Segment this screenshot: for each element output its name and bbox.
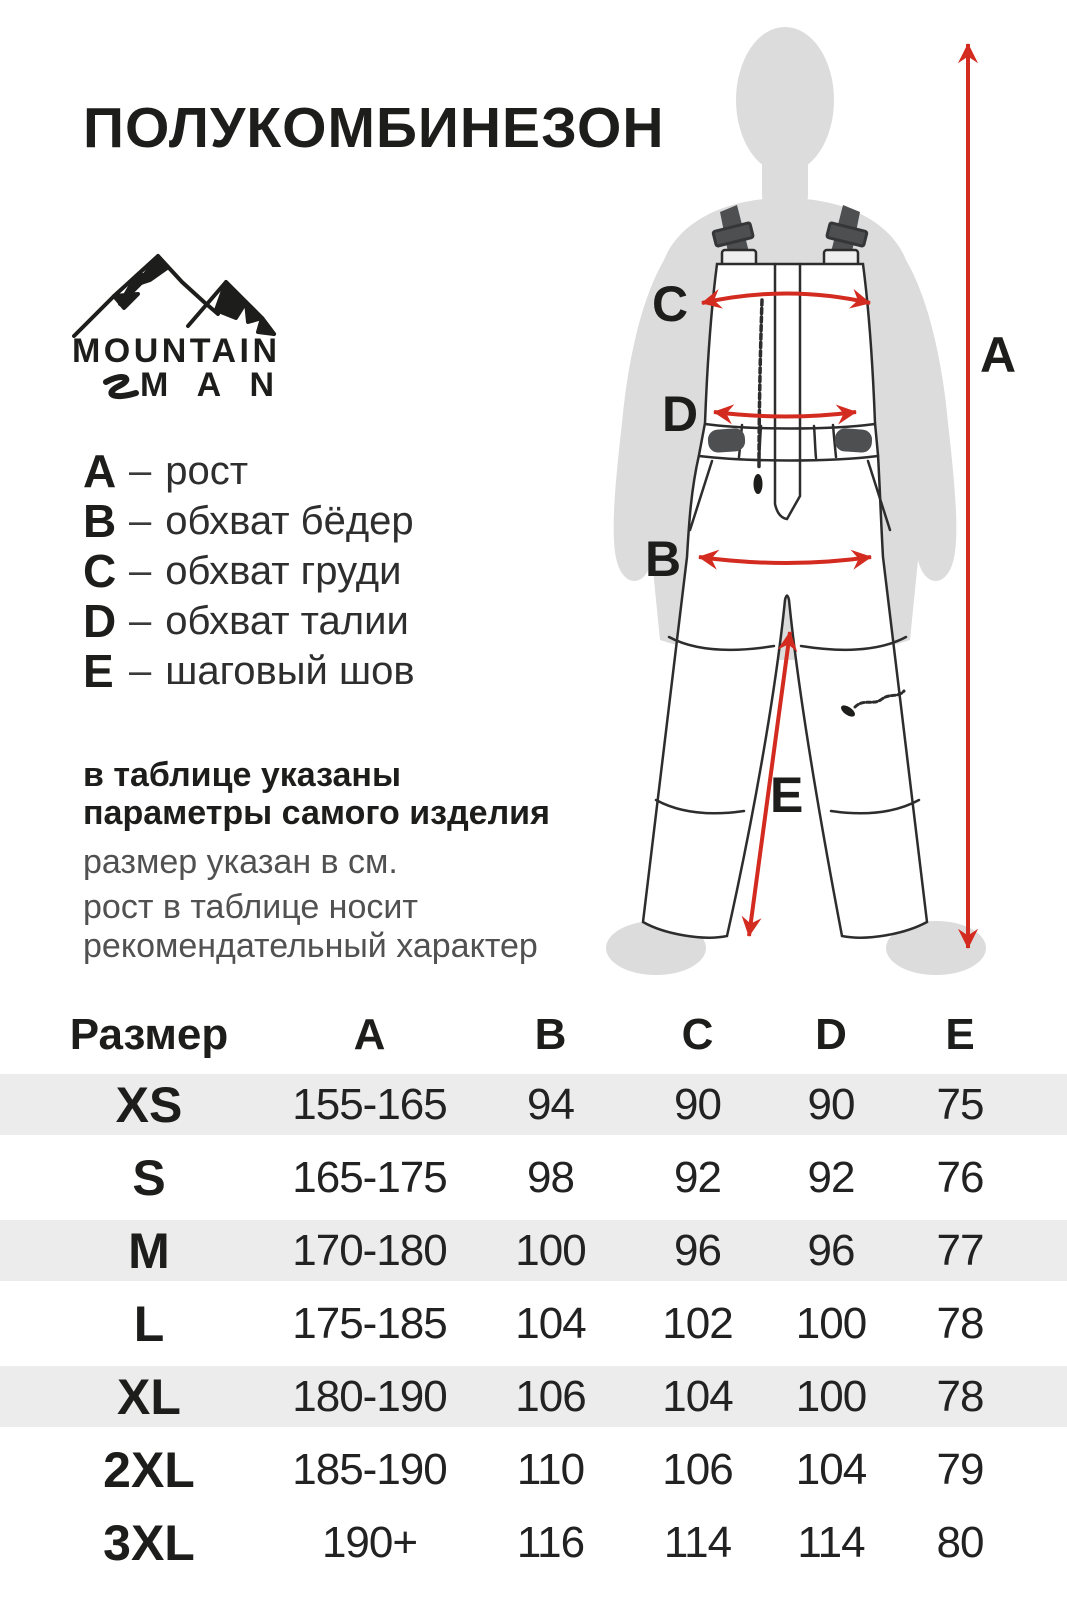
header-a: A [353,1010,386,1059]
diagram-label-d: D [662,386,699,442]
value-cell: 102 [662,1298,733,1348]
value-cell: 100 [795,1298,867,1348]
table-row [0,1433,1067,1506]
note-height-disclaimer: рост в таблице носит рекомендательный характер [83,888,538,966]
value-cell: 79 [936,1444,984,1494]
header-c: C [681,1010,714,1059]
legend-item-b [83,496,415,546]
brand-name-line2: MAN [140,366,276,404]
value-cell: 104 [662,1371,733,1421]
table-row [0,1141,1067,1214]
legend-dash: – [129,649,152,693]
legend-label: рост [165,449,249,493]
diagram-label-e: E [770,767,804,823]
value-cell: 75 [936,1079,984,1129]
legend-label: обхват талии [165,599,409,643]
value-cell: 94 [527,1079,574,1129]
value-cell: 155-165 [292,1079,447,1129]
size-table [0,1002,1067,1579]
legend-item-d [83,596,415,646]
value-cell: 96 [807,1225,855,1275]
value-cell: 114 [663,1517,732,1567]
table-row [0,1214,1067,1287]
note-parameters: в таблице указаны параметры самого изделия [83,756,550,833]
size-cell: M [128,1222,170,1279]
waist-tab-right [834,428,873,454]
legend-dash: – [129,599,152,643]
brand-name-line1: MOUNTAIN [72,332,278,370]
legend-item-e [83,646,415,696]
legend-label: шаговый шов [165,649,415,693]
note-units: размер указан в см. [83,843,398,881]
table-row [0,1287,1067,1360]
size-cell: 2XL [103,1441,195,1498]
legend-label: обхват груди [165,549,402,593]
value-cell: 165-175 [292,1152,447,1202]
header-size: Размер [69,1010,229,1059]
value-cell: 90 [674,1079,721,1129]
value-cell: 106 [662,1444,733,1494]
size-cell: XS [115,1076,183,1133]
value-cell: 175-185 [292,1298,447,1348]
legend-dash: – [129,499,152,543]
value-cell: 77 [936,1225,984,1275]
value-cell: 185-190 [292,1444,447,1494]
legend-letter: D [83,595,117,647]
legend-letter: E [83,645,114,697]
bib-zipper-pull [754,474,763,494]
value-cell: 78 [936,1371,984,1421]
waist-tab-left [707,428,746,454]
value-cell: 92 [807,1152,855,1202]
legend-letter: C [83,545,117,597]
diagram-label-a: A [980,327,1017,383]
size-table-header [0,1002,1067,1068]
value-cell: 170-180 [292,1225,447,1275]
brand-squiggle [106,377,136,396]
value-cell: 180-190 [292,1371,447,1421]
header-d: D [815,1010,847,1059]
value-cell: 114 [797,1517,865,1567]
measurement-legend [83,446,415,696]
table-row [0,1360,1067,1433]
value-cell: 96 [674,1225,721,1275]
header-e: E [945,1010,975,1059]
brand-logo [70,246,282,404]
value-cell: 190+ [321,1517,418,1567]
header-b: B [534,1010,567,1059]
size-cell: XL [117,1368,181,1425]
size-cell: 3XL [103,1514,195,1571]
value-cell: 92 [674,1152,721,1202]
value-cell: 110 [516,1444,585,1494]
value-cell: 98 [527,1152,574,1202]
legend-item-a [83,446,415,496]
legend-label: обхват бёдер [165,499,414,543]
legend-letter: B [83,495,117,547]
value-cell: 104 [795,1444,867,1494]
measurement-diagram [590,0,1067,980]
legend-item-c [83,546,415,596]
value-cell: 100 [795,1371,867,1421]
value-cell: 78 [936,1298,984,1348]
table-row [0,1506,1067,1579]
legend-dash: – [129,449,152,493]
legend-letter: A [83,445,117,497]
diagram-label-b: B [645,531,682,587]
page-title: ПОЛУКОМБИНЕЗОН [83,96,665,161]
value-cell: 116 [516,1517,585,1567]
table-row [0,1068,1067,1141]
value-cell: 90 [807,1079,855,1129]
mountain-icon [74,256,274,336]
diagram-label-c: C [652,276,689,332]
legend-dash: – [129,549,152,593]
value-cell: 100 [515,1225,586,1275]
size-table-body [0,1068,1067,1579]
value-cell: 76 [936,1152,984,1202]
size-cell: S [132,1149,166,1206]
size-cell: L [133,1295,165,1352]
value-cell: 80 [936,1517,984,1567]
value-cell: 106 [515,1371,586,1421]
value-cell: 104 [515,1298,586,1348]
